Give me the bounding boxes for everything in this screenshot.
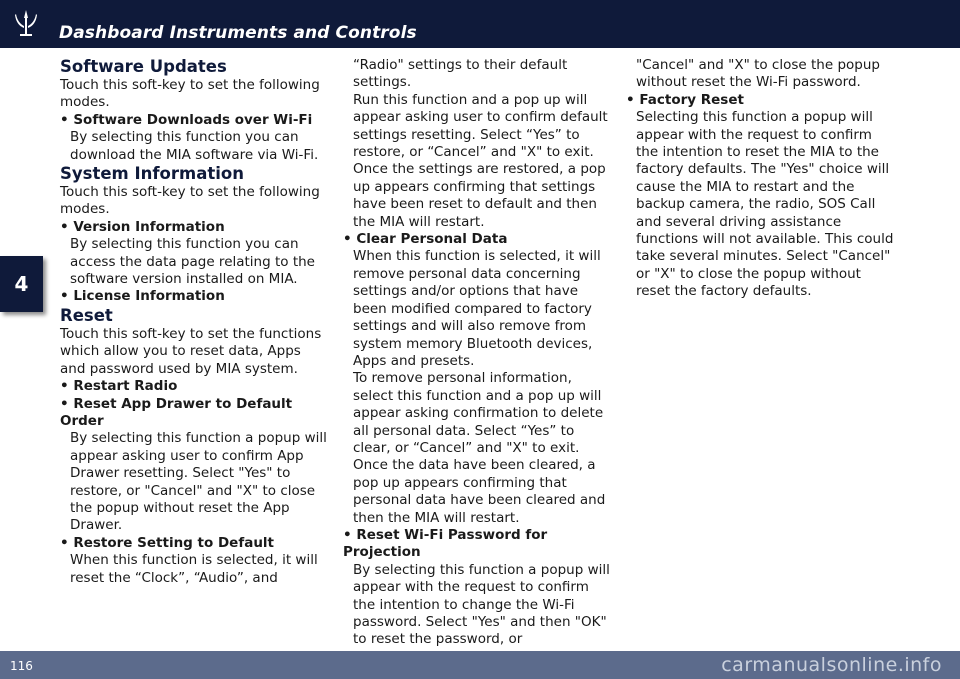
section-number: 4 xyxy=(14,272,29,296)
paragraph: “Radio" settings to their default settings. xyxy=(353,57,568,91)
paragraph: Touch this soft-key to set the following modes. xyxy=(60,184,320,218)
page-footer xyxy=(0,651,960,679)
section-tab xyxy=(0,256,43,312)
paragraph: By selecting this function you can access the data page relating to the software version installed on MIA. xyxy=(70,236,315,288)
heading-reset: Reset xyxy=(60,305,113,325)
bullet-reset-wifi-password: • Reset Wi-Fi Password for Projection xyxy=(343,526,548,561)
paragraph: Touch this soft-key to set the following modes. xyxy=(60,77,320,111)
paragraph: When this function is selected, it will remove personal data concerning settings and/or options that have been modified compared to factory settings and will also remove from system memory Bluetooth devices, Apps and presets. xyxy=(353,248,601,369)
bullet-factory-reset: • Factory Reset xyxy=(626,91,744,108)
paragraph: "Cancel" and "X" to close the popup without reset the Wi-Fi password. xyxy=(636,57,880,91)
paragraph: When this function is selected, it will reset the “Clock”, “Audio”, and xyxy=(70,552,318,586)
paragraph: By selecting this function a popup will appear with the request to confirm the intention to change the Wi-Fi password. Select "Yes" and then "OK" to reset the password, or xyxy=(353,561,610,648)
page-header xyxy=(0,0,960,48)
paragraph: By selecting this function you can download the MIA software via Wi-Fi. xyxy=(70,129,319,163)
column-2 xyxy=(343,57,613,649)
heading-system-information: System Information xyxy=(60,164,244,184)
watermark: carmanualsonline.info xyxy=(721,654,942,676)
page-number: 116 xyxy=(10,659,33,673)
page-title: Dashboard Instruments and Controls xyxy=(59,23,417,43)
paragraph: Touch this soft-key to set the functions which allow you to reset data, Apps and password used by MIA system. xyxy=(60,325,322,377)
bullet-software-downloads: • Software Downloads over Wi-Fi xyxy=(60,111,313,128)
bullet-restore-setting: • Restore Setting to Default xyxy=(60,534,275,551)
column-1 xyxy=(60,57,330,587)
paragraph: By selecting this function a popup will appear asking user to confirm App Drawer resetting. Select "Yes" to restore, or "Cancel" and "X" to close the popup without reset the App Drawer. xyxy=(70,430,327,534)
trident-logo-icon xyxy=(8,6,44,42)
paragraph: To remove personal information, select this function and a pop up will appear asking confirmation to delete all personal data. Select “Yes” to clear, or “Cancel” and "X" to exit. Once the data have been cleared, a pop up appears confirming that personal data have been cleared and then the MIA will restart. xyxy=(353,370,606,526)
paragraph: Selecting this function a popup will appear with the request to confirm the intention to reset the MIA to the factory defaults. The "Yes" choice will cause the MIA to restart and the backup camera, the radio, SOS Call and several driving assistance functions will not available. This could take several minutes. Select "Cancel" or "X" to close the popup without reset the factory defaults. xyxy=(636,109,894,300)
bullet-version-information: • Version Information xyxy=(60,218,225,235)
heading-software-updates: Software Updates xyxy=(60,57,227,76)
bullet-restart-radio: • Restart Radio xyxy=(60,378,178,395)
column-3 xyxy=(626,57,896,301)
bullet-reset-app-drawer: • Reset App Drawer to Default Order xyxy=(60,395,293,429)
bullet-license-information: • License Information xyxy=(60,288,225,305)
paragraph: Run this function and a pop up will appear asking user to confirm default settings resetting. Select “Yes” to restore, or “Cancel” and "X" to exit. Once the settings are restored, a pop up appears confirming that settings have been reset to default and then the MIA will restart. xyxy=(353,91,608,230)
bullet-clear-personal-data: • Clear Personal Data xyxy=(343,231,508,248)
